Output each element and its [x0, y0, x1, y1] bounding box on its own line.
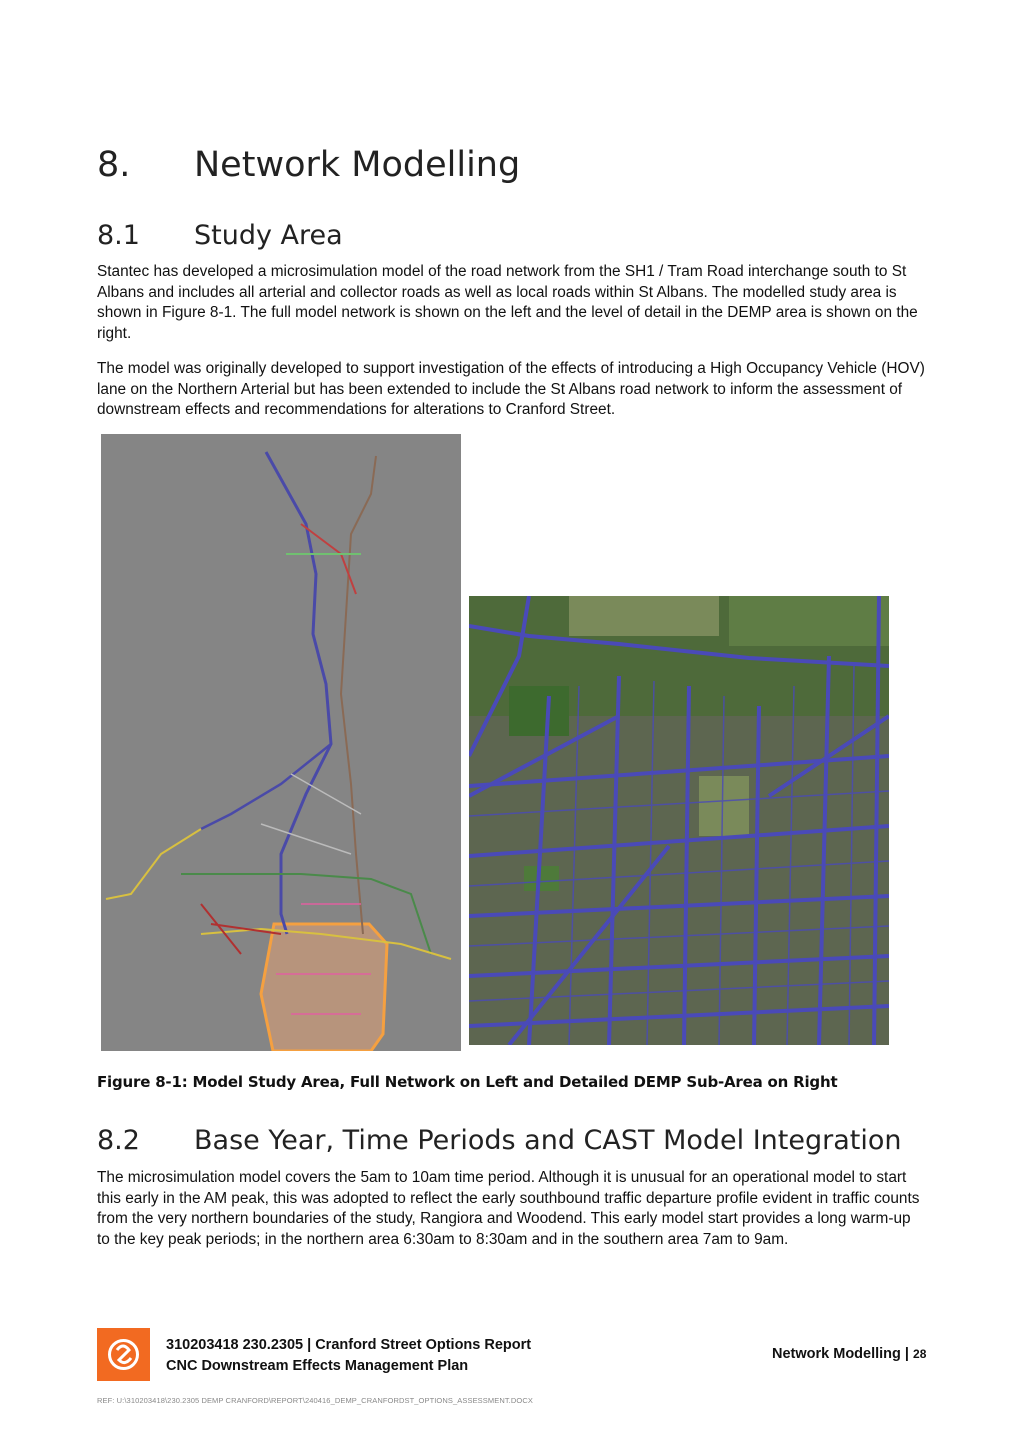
- stantec-logo-icon: [97, 1328, 150, 1381]
- base-year-paragraph: The microsimulation model covers the 5am to 10am time period. Although it is unusual for an operational model to start this early in the AM peak, this was adopted to reflect the early southbound traffic departure profile evident in traffic counts from the very northern boundaries of the study, Rangiora and Woodend. This early model start provides a long warm-up to the key peak periods; in the northern area 6:30am to 8:30am and in the southern area 7am to 9am.: [97, 1169, 920, 1248]
- chapter-number: 8.: [97, 145, 131, 185]
- chapter-title: Network Modelling: [194, 145, 521, 185]
- study-area-paragraph-2: The model was originally developed to support investigation of the effects of introducing a High Occupancy Vehicle (HOV) lane on the Northern Arterial but has been extended to include the St Albans road network to inform the assessment of downstream effects and recommendations for alterations to Cranford Street.: [97, 360, 925, 418]
- demp-detail-svg: [469, 596, 889, 1045]
- figure-caption: Figure 8-1: Model Study Area, Full Network on Left and Detailed DEMP Sub-Area on Right: [97, 1073, 838, 1091]
- chapter-heading: [97, 145, 697, 190]
- page-number: 28: [913, 1347, 927, 1361]
- footer-document-info: [166, 1335, 531, 1377]
- road-yellow: [106, 829, 201, 899]
- section-number: 8.2: [97, 1125, 140, 1156]
- demp-sub-area-highlight: [261, 924, 387, 1051]
- section-number: 8.1: [97, 220, 140, 251]
- footer-line-1: 310203418 230.2305 | Cranford Street Options Report: [166, 1337, 532, 1353]
- stantec-logo: [97, 1328, 150, 1381]
- section-heading-8-1: [97, 220, 697, 254]
- full-network-svg: [101, 434, 461, 1051]
- footer-separator: |: [900, 1346, 914, 1362]
- footer-line-2: CNC Downstream Effects Management Plan: [166, 1358, 469, 1374]
- section-heading-8-2: [97, 1125, 902, 1159]
- full-network-map: [101, 434, 461, 1051]
- study-area-paragraph-1: Stantec has developed a microsimulation model of the road network from the SH1 / Tram Road interchange south to St Albans and includes all arterial and collector roads as well as local roads within St Albans. The modelled study area is shown in Figure 8-1. The full model network is shown on the left and the level of detail in the DEMP area is shown on the right.: [97, 263, 918, 342]
- section-title: Base Year, Time Periods and CAST Model Integration: [194, 1125, 902, 1156]
- northern-arterial-line: [266, 452, 331, 934]
- arterial-line-east: [341, 456, 376, 934]
- file-reference: REF: U:\310203418\230.2305 DEMP CRANFORD\REPORT\240416_DEMP_CRANFORDST_OPTIONS_ASSESSMENT.DOCX: [97, 1396, 533, 1405]
- footer-section: Network Modelling: [772, 1346, 901, 1362]
- section-title: Study Area: [194, 220, 343, 251]
- footer-page-info: [772, 1346, 926, 1362]
- demp-detail-aerial: [469, 596, 889, 1045]
